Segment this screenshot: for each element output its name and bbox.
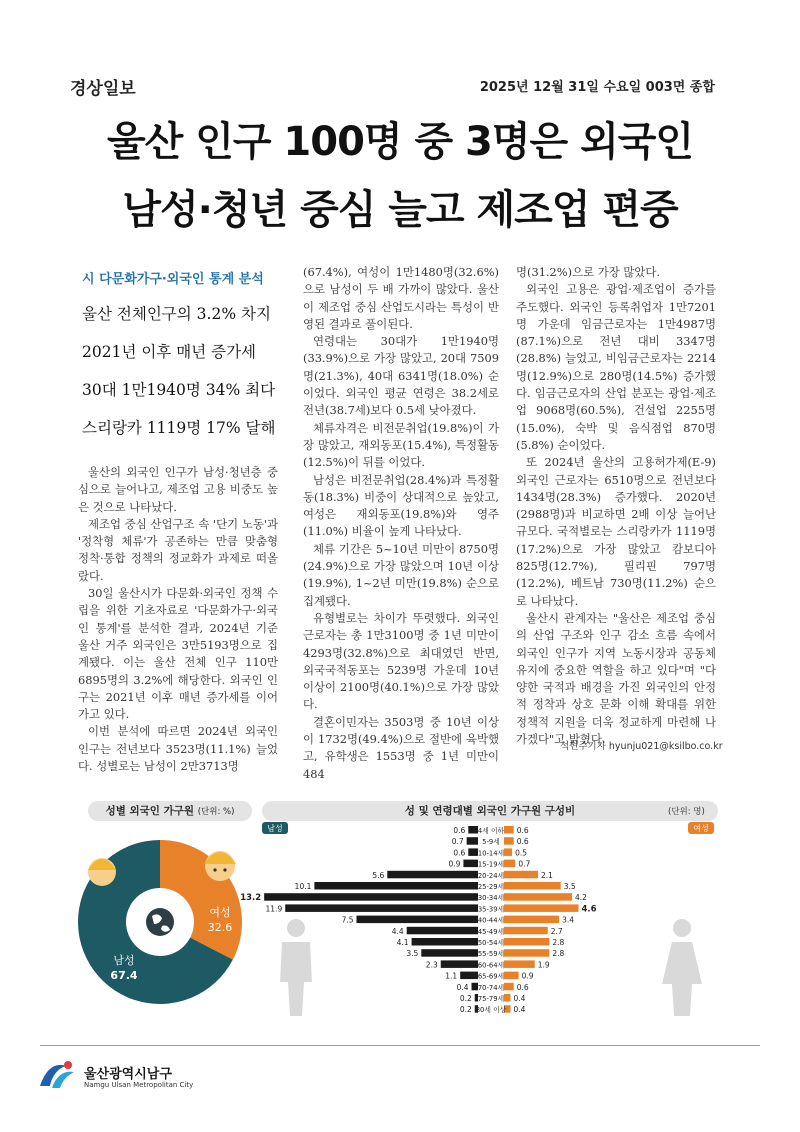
byline: 석현주기자 hyunju021@ksilbo.co.kr (560, 741, 723, 752)
female-value-label: 0.9 (521, 971, 534, 981)
newspaper-name: 경상일보 (70, 79, 136, 99)
male-value-label: 0.6 (453, 826, 466, 835)
bar-male (264, 893, 478, 901)
bar-male (421, 949, 478, 957)
paragraph: 제조업 중심 산업구조 속 '단기 노동'과 '정착형 체류'가 공존하는 만큼 맞춤형 정착·통합 정책의 정교화가 과제로 떠올랐다. (78, 516, 278, 583)
bar-female (504, 949, 549, 957)
female-value-label: 0.6 (516, 837, 529, 847)
age-group-label: 80세 이상 (475, 1006, 507, 1015)
bar-female (504, 848, 512, 856)
age-group-label: 45-49세 (477, 927, 505, 936)
age-group-label: 60-64세 (477, 961, 505, 970)
male-silhouette-icon (280, 919, 312, 1016)
age-group-label: 40-44세 (477, 916, 505, 925)
age-group-label: 55-59세 (477, 950, 505, 959)
paragraph: 또 2024년 울산의 고용허가제(E-9) 외국인 근로자는 6510명으로 전년보다 1434명(28.3%) 증가했다. 2020년(2988명)과 비교하면 2배 이상 늘어난 규모다. 국적별로는 스리랑카가 1119명(17.2%)으로 가장 많았고 캄보디아 825명(12.7%), 필리핀 797명(12.2%), 베트남 730명(11.2%) 순으로 나타났다. (516, 455, 716, 608)
bar-male (441, 960, 478, 968)
bar-male (314, 882, 478, 890)
gender-chart-title-text: 성별 외국인 가구원 (105, 805, 195, 817)
female-value-label: 2.8 (552, 949, 565, 959)
bar-female (504, 882, 561, 890)
female-value-label: 2.7 (550, 926, 563, 936)
female-value-label: 2.8 (552, 938, 565, 947)
female-value-label: 1.9 (537, 960, 550, 970)
male-value-label: 11.9 (265, 904, 283, 914)
male-tag (262, 822, 288, 834)
article-column-1 (78, 464, 278, 775)
kicker: 시 다문화가구·외국인 통계 분석 (82, 272, 264, 287)
namgu-logo-icon (36, 1058, 78, 1092)
age-group-label: 75-79세 (477, 995, 505, 1003)
age-pyramid-chart (240, 820, 720, 1025)
donut-value-female: 32.6 (207, 921, 233, 934)
dateline: 2025년 12월 31일 수요일 003면 종합 (479, 80, 715, 95)
female-value-label: 0.7 (518, 859, 531, 869)
gender-chart-unit: (단위: %) (197, 807, 235, 817)
female-value-label: 0.6 (516, 982, 529, 992)
paragraph: 체류 기간은 5~10년 미만이 8750명(24.9%)으로 가장 많았으며 10년 이상(19.9%), 1~2년 미만(19.8%) 순으로 집계됐다. (303, 541, 499, 608)
male-worker-icon (88, 858, 116, 886)
bar-male (468, 826, 478, 834)
female-value-label: 0.6 (516, 826, 529, 835)
subhead-4: 스리랑카 1119명 17% 달해 (82, 419, 276, 437)
headline-line-2: 남성·청년 중심 늘고 제조업 편중 (122, 187, 678, 233)
age-group-label: 25-29세 (477, 883, 505, 891)
male-value-label: 0.9 (448, 859, 461, 869)
bar-male (387, 871, 478, 879)
subhead-2: 2021년 이후 매년 증가세 (82, 343, 257, 361)
female-tag (688, 822, 714, 834)
bar-female (504, 826, 514, 834)
male-value-label: 0.6 (453, 848, 466, 858)
bar-male (357, 916, 479, 924)
globe-icon (141, 903, 179, 941)
bar-male (463, 860, 478, 868)
age-group-label: 15-19세 (477, 860, 505, 869)
bar-female (504, 893, 572, 901)
bar-female (504, 916, 559, 924)
age-chart-title (262, 801, 718, 821)
female-value-label: 0.5 (515, 848, 528, 858)
paragraph: 이번 분석에 따르면 2024년 외국인 인구는 전년보다 3523명(11.1%) 늘었다. 성별로는 남성이 2만3713명 (78, 724, 278, 774)
paragraph: 명(31.2%)으로 가장 많았다. (516, 265, 660, 279)
paragraph: 남성은 비전문취업(28.4%)과 특정활동(18.3%) 비중이 상대적으로 높았고, 여성은 재외동포(19.8%)와 영주(11.0%) 비율이 높게 나타났다. (303, 472, 499, 539)
bar-male (412, 938, 478, 946)
male-value-label: 4.1 (396, 938, 409, 947)
bar-female (504, 904, 579, 912)
footer-divider (40, 1045, 760, 1046)
age-group-label: 35-39세 (477, 905, 505, 914)
male-value-label: 3.5 (406, 949, 419, 959)
male-value-label: 7.5 (341, 915, 354, 925)
paragraph: 연령대는 30대가 1만1940명(33.9%)으로 가장 많았고, 20대 7509명(21.3%), 40대 6341명(18.0%) 순이었다. 외국인 평균 연령은 38.2세로 전년(38.7세)보다 0.5세 낮아졌다. (303, 334, 499, 418)
bar-female (504, 960, 535, 968)
age-chart-unit: (단위: 명) (668, 807, 705, 817)
male-value-label: 0.2 (459, 994, 472, 1003)
bar-male (407, 927, 478, 935)
age-group-label: 5-9세 (482, 838, 500, 847)
female-value-label: 2.1 (541, 870, 553, 880)
male-value-label: 1.1 (445, 971, 458, 981)
bar-female (504, 927, 548, 935)
male-value-label: 4.4 (391, 926, 404, 936)
age-group-label: 30-34세 (477, 894, 505, 903)
female-silhouette-icon (662, 919, 702, 1016)
gender-chart-title (88, 801, 252, 821)
age-group-label: 50-54세 (477, 939, 505, 947)
male-value-label: 0.7 (451, 837, 464, 847)
donut-value-male: 67.4 (110, 969, 138, 982)
paragraph: 유형별로는 차이가 뚜렷했다. 외국인근로자는 총 1만3100명 중 1년 미만이 4293명(32.8%)으로 최대였던 반면, 외국국적동포는 5239명 가운데 10년 이상이 2100명(40.1%)으로 가장 많았다. (303, 610, 499, 712)
female-value-label: 3.4 (562, 915, 575, 925)
paragraph: 외국인 고용은 광업·제조업이 증가를 주도했다. 외국인 등록취업자 1만7201명 가운데 임금근로자는 1만4987명(87.1%)으로 전년 대비 3347명(28.8%) 늘었고, 비임금근로자는 2214명(12.9%)으로 280명(14.5%) 증가했다. 임금근로자의 산업 분포는 광업·제조업 9068명(60.5%), 건설업 2255명(15.0%), 숙박 및 음식점업 870명(5.8%) 순이었다. (516, 282, 716, 452)
paragraph: 울산의 외국인 인구가 남성·청년층 중심으로 늘어나고, 제조업 고용 비중도 높은 것으로 나타났다. (78, 465, 278, 514)
bar-male (460, 972, 478, 980)
donut-label-male: 남성 (113, 954, 135, 967)
age-group-label: 10-14세 (477, 849, 505, 858)
age-group-label: 70-74세 (477, 983, 505, 992)
male-tag-label: 남성 (267, 824, 283, 833)
donut-label-female: 여성 (209, 906, 231, 919)
subhead-3: 30대 1만1940명 34% 최다 (82, 381, 276, 399)
footer-org-name: 울산광역시남구 (84, 1067, 172, 1082)
male-value-label: 10.1 (294, 882, 312, 891)
bar-male (285, 904, 478, 912)
headline-line-1: 울산 인구 100명 중 3명은 외국인 (107, 119, 693, 165)
age-group-label: 20-24세 (477, 871, 505, 880)
male-value-label: 13.2 (240, 893, 262, 904)
bar-female (504, 994, 510, 1002)
female-tag-label: 여성 (693, 824, 709, 833)
female-value-label: 4.2 (575, 893, 587, 903)
bar-male (468, 848, 478, 856)
bar-female (504, 938, 549, 946)
paragraph: 울산시 관계자는 "울산은 제조업 중심의 산업 구조와 인구 감소 흐름 속에서 외국인 인구가 지역 노동시장과 공동체 유지에 중요한 역할을 하고 있다"며 "다양한 국적과 배경을 가진 외국인의 안정적 정착과 상호 문화 이해 확대를 위한 정책적 지원을 더욱 정교하게 마련해 나가겠다"고 밝혔다. (516, 610, 716, 747)
paragraph: 30일 울산시가 다문화·외국인 정책 수립을 위한 기초자료로 '다문화가구·외국인 통계'를 분석한 결과, 2024년 기준 울산 거주 외국인은 3만5193명으로 집계됐다. 이는 울산 전체 인구 110만6895명의 3.2%에 해당한다. 외국인 인구는 2021년 이후 매년 증가세를 이어가고 있다. (78, 586, 278, 722)
paragraph: 결혼이민자는 3503명 중 10년 이상이 1732명(49.4%)으로 절반에 육박했고, 유학생은 1553명 중 1년 미만이 484 (303, 714, 499, 781)
bar-male (467, 837, 478, 845)
male-value-label: 2.3 (425, 960, 438, 970)
male-value-label: 0.4 (456, 982, 469, 992)
paragraph: (67.4%), 여성이 1만1480명(32.6%)으로 남성이 두 배 가까이 많았다. 울산이 제조업 중심 산업도시라는 특성이 반영된 결과로 풀이된다. (303, 265, 499, 331)
female-value-label: 4.6 (581, 904, 597, 915)
bar-female (504, 837, 514, 845)
female-value-label: 0.4 (513, 994, 526, 1003)
female-value-label: 3.5 (563, 882, 576, 891)
subhead-1: 울산 전체인구의 3.2% 차지 (82, 305, 271, 323)
male-value-label: 0.2 (459, 1005, 472, 1015)
gender-donut-chart (80, 824, 255, 1019)
bar-female (504, 860, 515, 868)
footer-org-english: Namgu Ulsan Metropolitan City (84, 1081, 194, 1089)
male-value-label: 5.6 (372, 870, 385, 880)
female-value-label: 0.4 (513, 1005, 526, 1015)
article-column-3 (516, 264, 716, 748)
bar-female (504, 871, 538, 879)
age-group-label: 4세 이하 (477, 827, 505, 835)
age-group-label: 65-69세 (477, 972, 505, 981)
age-chart-title-text: 성 및 연령대별 외국인 가구원 구성비 (404, 805, 576, 817)
paragraph: 체류자격은 비전문취업(19.8%)이 가장 많았고, 재외동포(15.4%), 특정활동(12.5%)이 뒤를 이었다. (303, 420, 499, 470)
article-column-2 (303, 264, 499, 783)
bar-female (504, 983, 514, 991)
bar-female (504, 972, 519, 980)
